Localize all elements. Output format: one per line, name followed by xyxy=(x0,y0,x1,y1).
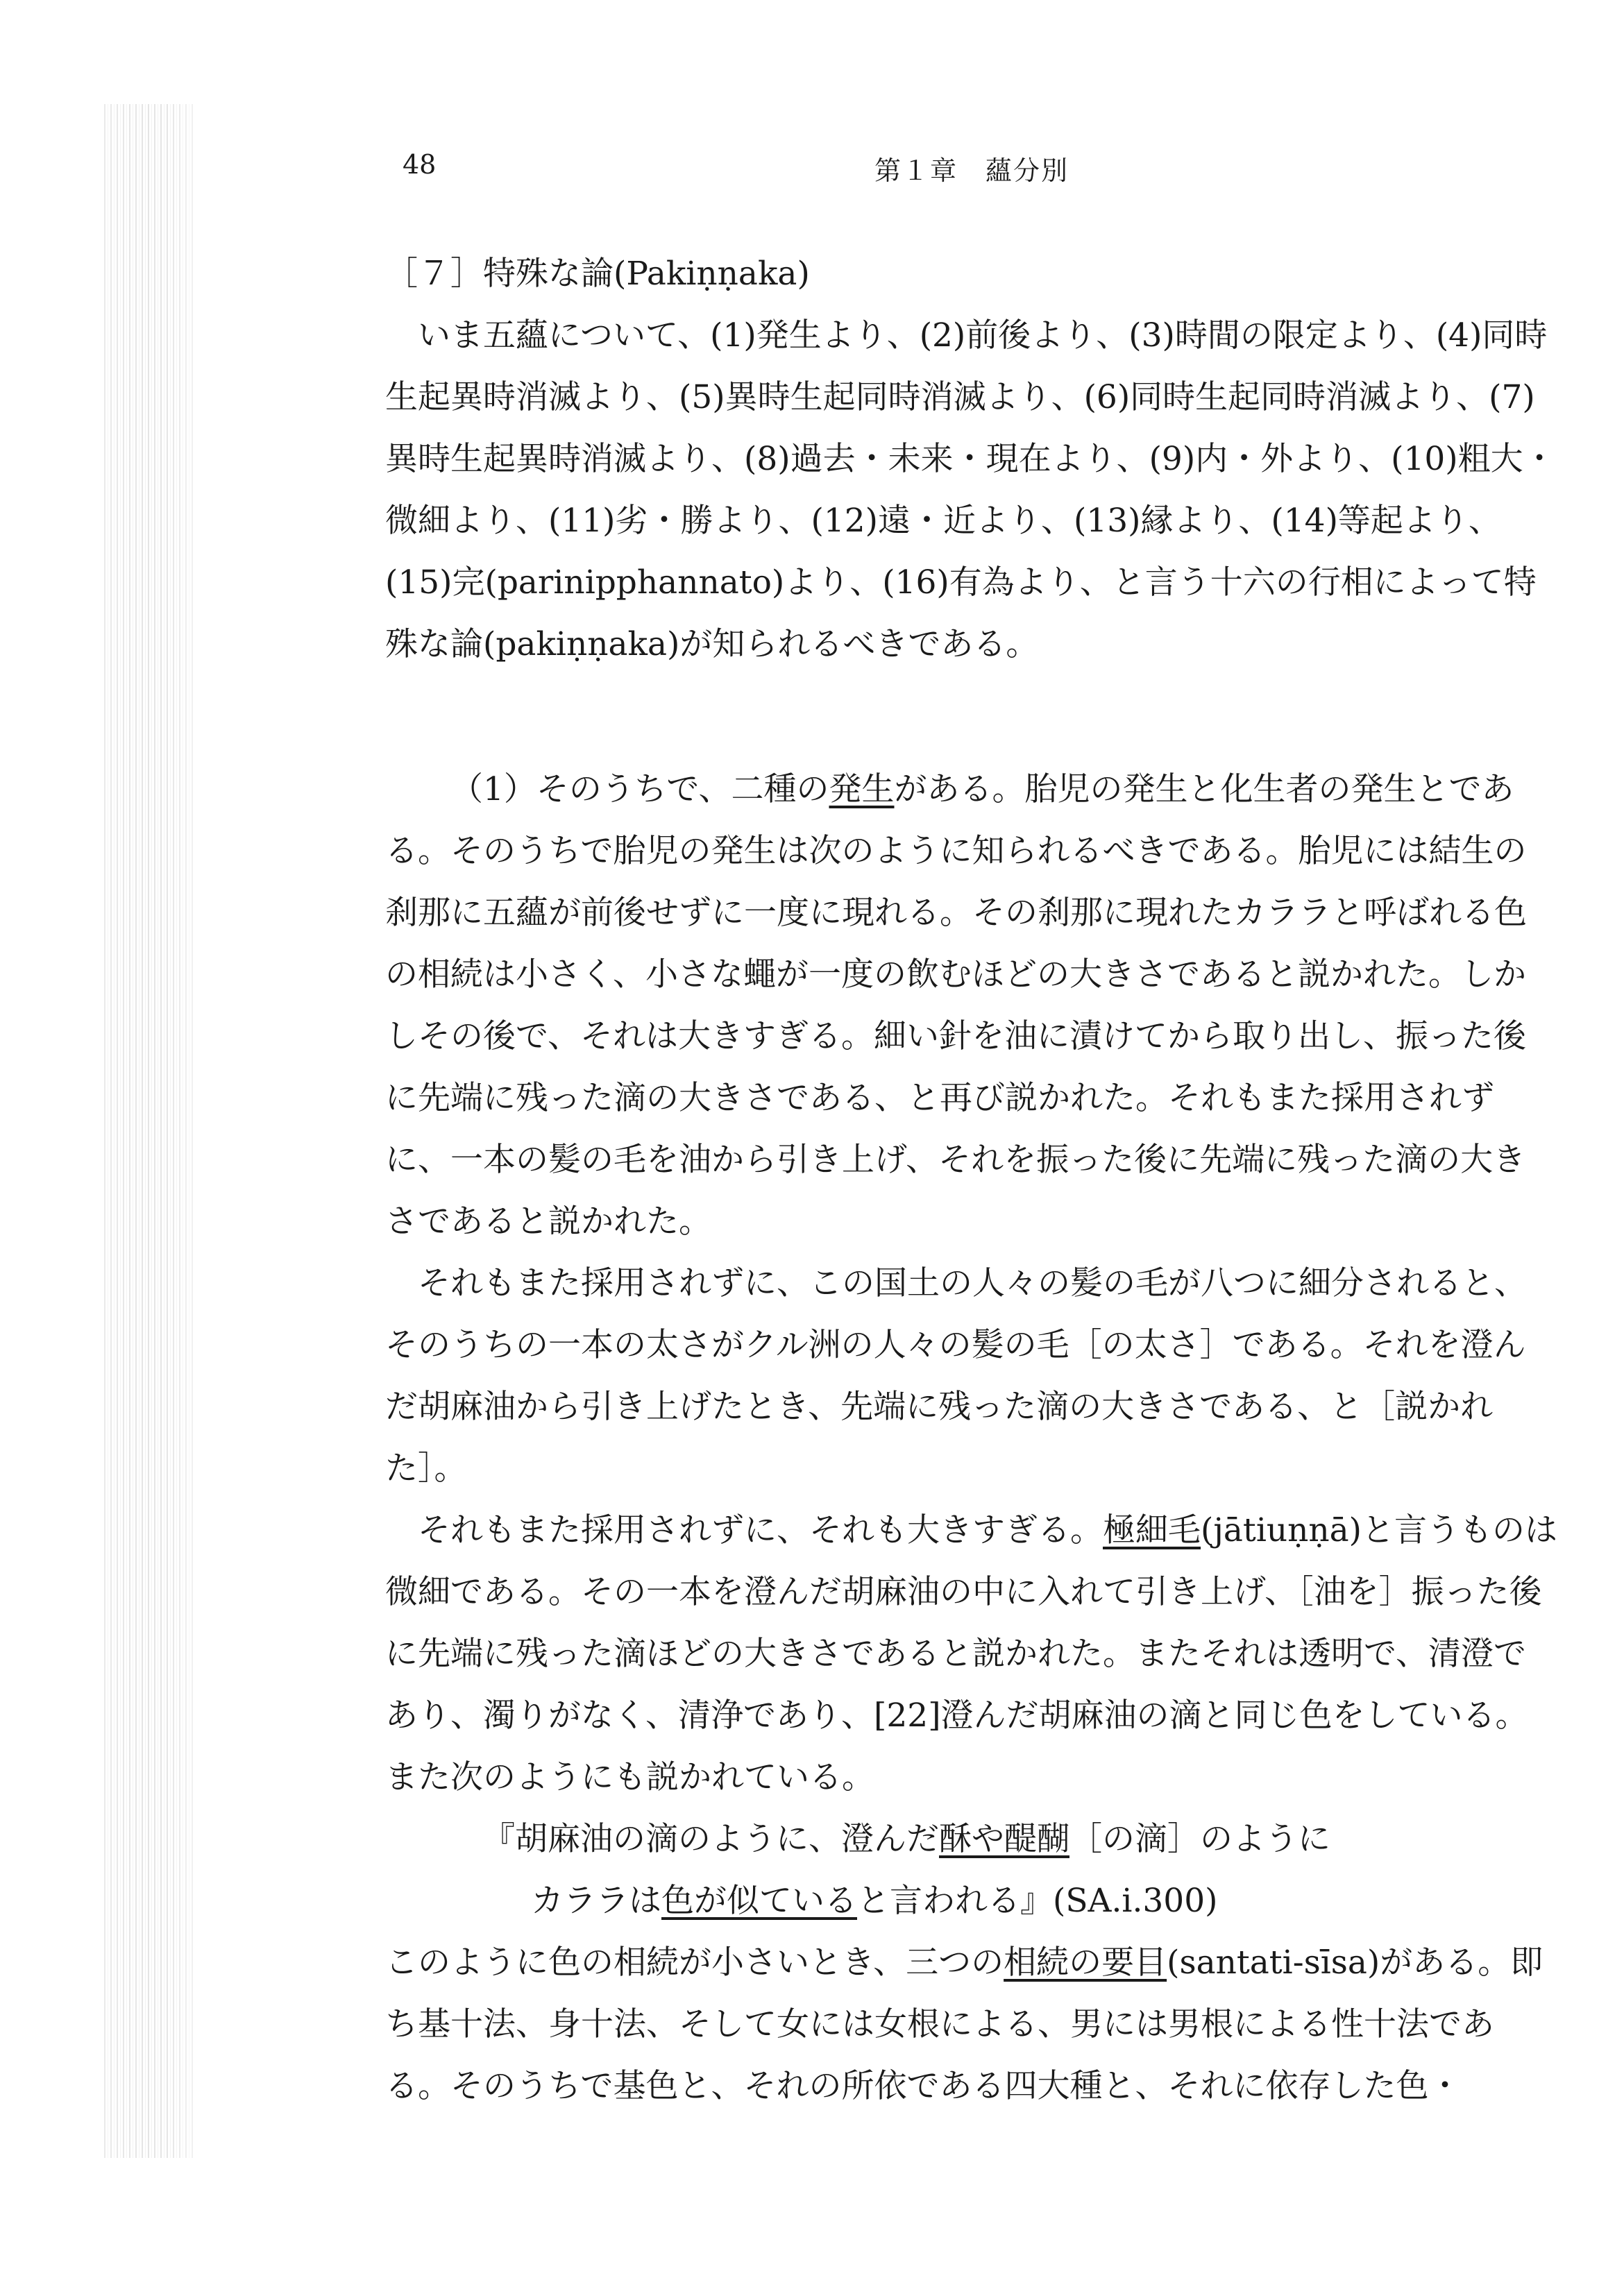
verse-line-1-text-a: 『胡麻油の滴のように、澄んだ xyxy=(482,1820,939,1858)
page-body xyxy=(385,243,1558,2117)
page-number: 48 xyxy=(403,149,437,180)
paragraph-3-text-a: それもまた採用されずに、それも大きすぎる。 xyxy=(418,1511,1103,1549)
page-header xyxy=(389,149,1568,191)
verse-line-2 xyxy=(385,1870,1558,1932)
verse-line-1 xyxy=(385,1808,1558,1870)
running-head: 第１章 蘊分別 xyxy=(874,155,1069,186)
section-title: ［７］特殊な論(Pakiṇṇaka) xyxy=(385,255,810,293)
underlined-term-so-daigo: 酥や醍醐 xyxy=(939,1820,1069,1858)
section-spacer xyxy=(385,675,1558,758)
paragraph-1-text-a: （1）そのうちで、二種の xyxy=(450,770,829,808)
verse-line-2-text-b: と言われる』(SA.i.300) xyxy=(857,1882,1218,1920)
verse-line-1-text-b: ［の滴］のように xyxy=(1069,1820,1330,1858)
underlined-term-hassho: 発生 xyxy=(829,770,895,808)
binding-gutter-scan xyxy=(104,104,194,2158)
paragraph-3-text-b: (jātiuṇṇā)と言うものは微細である。その一本を澄んだ胡麻油の中に入れて引き上げ、［油を］振った後に先端に残った滴ほどの大きさであると説かれた。またそれは透明で、清澄であり、濁りがなく、清浄であり、[22]澄んだ胡麻油の滴と同じ色をしている。また次のようにも説かれている。 xyxy=(385,1511,1558,1796)
underlined-term-iro-ga-niteiru: 色が似ている xyxy=(661,1882,857,1920)
underlined-term-jatiunna: 極細毛 xyxy=(1103,1511,1201,1549)
intro-paragraph: いま五蘊について、(1)発生より、(2)前後より、(3)時間の限定より、(4)同時生起異時消滅より、(5)異時生起同時消滅より、(6)同時生起同時消滅より、(7)異時生起異時消滅より、(8)過去・未来・現在より、(9)内・外より、(10)粗大・微細より、(11)劣・勝より、(12)遠・近より、(13)縁より、(14)等起より、(15)完(parinipphannato)より、(16)有為より、と言う十六の行相によって特殊な論(pakiṇṇaka)が知られるべきである。 xyxy=(385,316,1556,663)
paragraph-4-text-a: このように色の相続が小さいとき、三つの xyxy=(385,1944,1004,1982)
paragraph-1 xyxy=(385,758,1558,1252)
paragraph-1-text-b: がある。胎児の発生と化生者の発生とである。そのうちで胎児の発生は次のように知られるべきである。胎児には結生の刹那に五蘊が前後せずに一度に現れる。その刹那に現れたカララと呼ばれる色の相続は小さく、小さな蠅が一度の飲むほどの大きさであると説かれた。しかしその後で、それは大きすぎる。細い針を油に漬けてから取り出し、振った後に先端に残った滴の大きさである、と再び説かれた。それもまた採用されずに、一本の髪の毛を油から引き上げ、それを振った後に先端に残った滴の大きさであると説かれた。 xyxy=(385,770,1527,1241)
paragraph-2: それもまた採用されずに、この国土の人々の髪の毛が八つに細分されると、そのうちの一本の太さがクル洲の人々の髪の毛［の太さ］である。それを澄んだ胡麻油から引き上げたとき、先端に残った滴の大きさである、と［説かれた］。 xyxy=(385,1264,1527,1488)
paragraph-4 xyxy=(385,1932,1558,2117)
paragraph-3 xyxy=(385,1499,1558,1808)
paragraph-4-text-b: (santati-sīsa)がある。即ち基十法、身十法、そして女には女根による、男には男根による性十法である。そのうちで基色と、それの所依である四大種と、それに依存した色・ xyxy=(385,1944,1543,2105)
underlined-term-santati-sisa: 相続の要目 xyxy=(1004,1944,1167,1982)
verse-line-2-text-a: カララは xyxy=(531,1882,661,1920)
